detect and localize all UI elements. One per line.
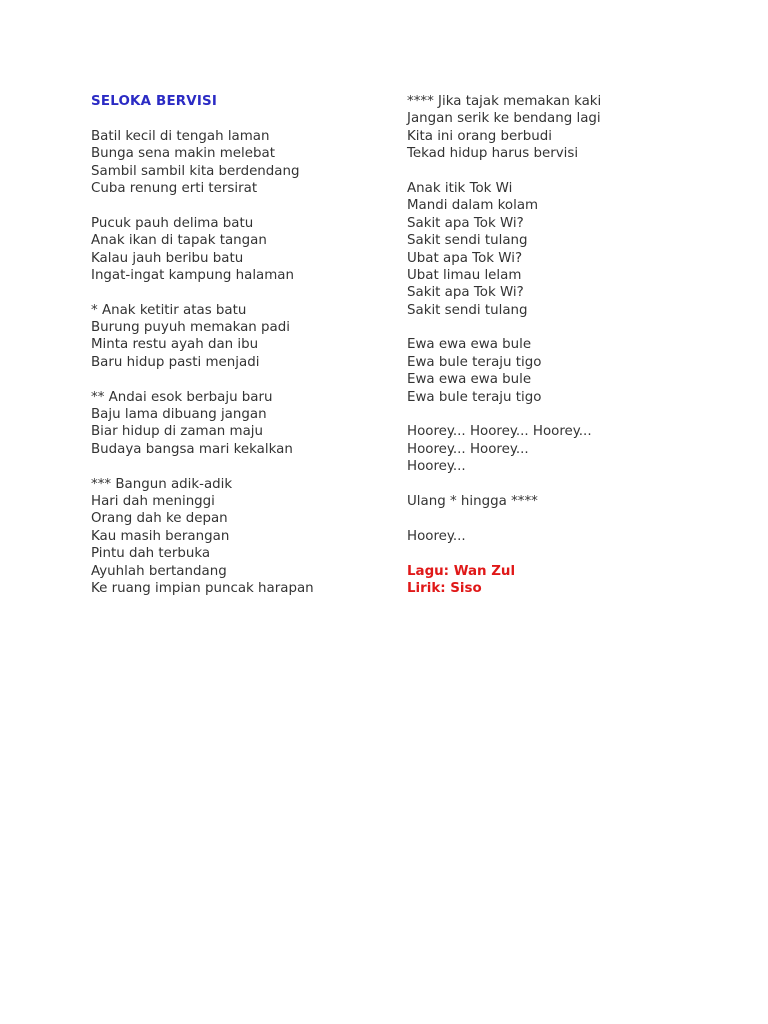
lyric-line: Bunga sena makin melebat (91, 146, 275, 162)
lyric-line: Sakit sendi tulang (407, 233, 528, 249)
lyric-line: Ingat-ingat kampung halaman (91, 267, 294, 283)
lyric-line: Hoorey... Hoorey... Hoorey... (407, 424, 592, 440)
lyric-line: Budaya bangsa mari kekalkan (91, 441, 293, 457)
lyric-line: Pucuk pauh delima batu (91, 215, 254, 231)
stanza-gap (407, 163, 707, 180)
lyric-line: Orang dah ke depan (91, 511, 228, 527)
lyric-line: Hoorey... Hoorey... (407, 441, 529, 457)
lyric-line: Ewa ewa ewa bule (407, 372, 532, 388)
lyric-line: Cuba renung erti tersirat (91, 180, 258, 196)
stanza-gap (91, 197, 381, 214)
song-title: SELOKA BERVISI (91, 94, 218, 109)
lyric-line: Sambil sambil kita berdendang (91, 163, 300, 179)
stanza-2 (91, 215, 381, 285)
stanza-4 (91, 389, 381, 459)
lyric-line: Sakit apa Tok Wi? (407, 285, 524, 301)
lyric-line: Kita ini orang berbudi (407, 128, 552, 144)
stanza-gap (91, 110, 381, 127)
repeat-note (407, 493, 707, 510)
lyric-line: Ayuhlah bertandang (91, 563, 227, 579)
lyric-line: Mandi dalam kolam (407, 198, 539, 214)
stanza-gap (91, 371, 381, 388)
lyric-line: Tekad hidup harus bervisi (407, 146, 579, 162)
lyric-line: Jangan serik ke bendang lagi (407, 111, 601, 127)
right-column (407, 93, 707, 597)
lyric-line: Anak itik Tok Wi (407, 180, 513, 196)
stanza-6 (407, 93, 707, 163)
stanza-gap (407, 510, 707, 527)
stanza-gap (407, 545, 707, 562)
lyric-line: Biar hidup di zaman maju (91, 424, 263, 440)
lyric-line: Hoorey... (407, 528, 466, 544)
lyric-line: Ubat limau lelam (407, 267, 522, 283)
stanza-gap (91, 458, 381, 475)
lyric-line: Baju lama dibuang jangan (91, 407, 267, 423)
lyric-line: Kalau jauh beribu batu (91, 250, 244, 266)
lyric-line: Hoorey... (407, 459, 466, 475)
stanza-gap (407, 476, 707, 493)
stanza-gap (91, 284, 381, 301)
lyric-line: Batil kecil di tengah laman (91, 128, 270, 144)
stanza-gap (407, 406, 707, 423)
lyric-line: Ulang * hingga **** (407, 493, 538, 509)
lyric-line: ** Andai esok berbaju baru (91, 389, 273, 405)
lyric-line: Burung puyuh memakan padi (91, 320, 290, 336)
stanza-gap (407, 319, 707, 336)
lyric-line: Ewa bule teraju tigo (407, 354, 542, 370)
lyric-line: Ubat apa Tok Wi? (407, 250, 523, 266)
lyric-line: Pintu dah terbuka (91, 546, 211, 562)
lyric-line: Anak ikan di tapak tangan (91, 233, 267, 249)
stanza-9 (407, 423, 707, 475)
stanza-7 (407, 180, 707, 319)
lyric-line: Kau masih berangan (91, 528, 230, 544)
music-credit: Lagu: Wan Zul (407, 563, 516, 579)
left-column (91, 93, 381, 597)
lyric-line: Ewa ewa ewa bule (407, 337, 532, 353)
lyric-line: Ewa bule teraju tigo (407, 389, 542, 405)
stanza-3 (91, 302, 381, 372)
lyric-line: Sakit apa Tok Wi? (407, 215, 524, 231)
stanza-5 (91, 476, 381, 598)
lyric-line: Hari dah meninggi (91, 493, 215, 509)
credits (407, 563, 707, 598)
lyrics-credit: Lirik: Siso (407, 580, 482, 596)
lyric-line: **** Jika tajak memakan kaki (407, 94, 602, 109)
closing-line (407, 528, 707, 545)
lyric-line: Ke ruang impian puncak harapan (91, 580, 314, 596)
stanza-1 (91, 128, 381, 198)
lyric-line: Minta restu ayah dan ibu (91, 337, 259, 353)
lyric-line: * Anak ketitir atas batu (91, 302, 247, 318)
lyric-line: *** Bangun adik-adik (91, 476, 233, 492)
lyric-line: Sakit sendi tulang (407, 302, 528, 318)
lyric-line: Baru hidup pasti menjadi (91, 354, 260, 370)
stanza-8 (407, 336, 707, 406)
